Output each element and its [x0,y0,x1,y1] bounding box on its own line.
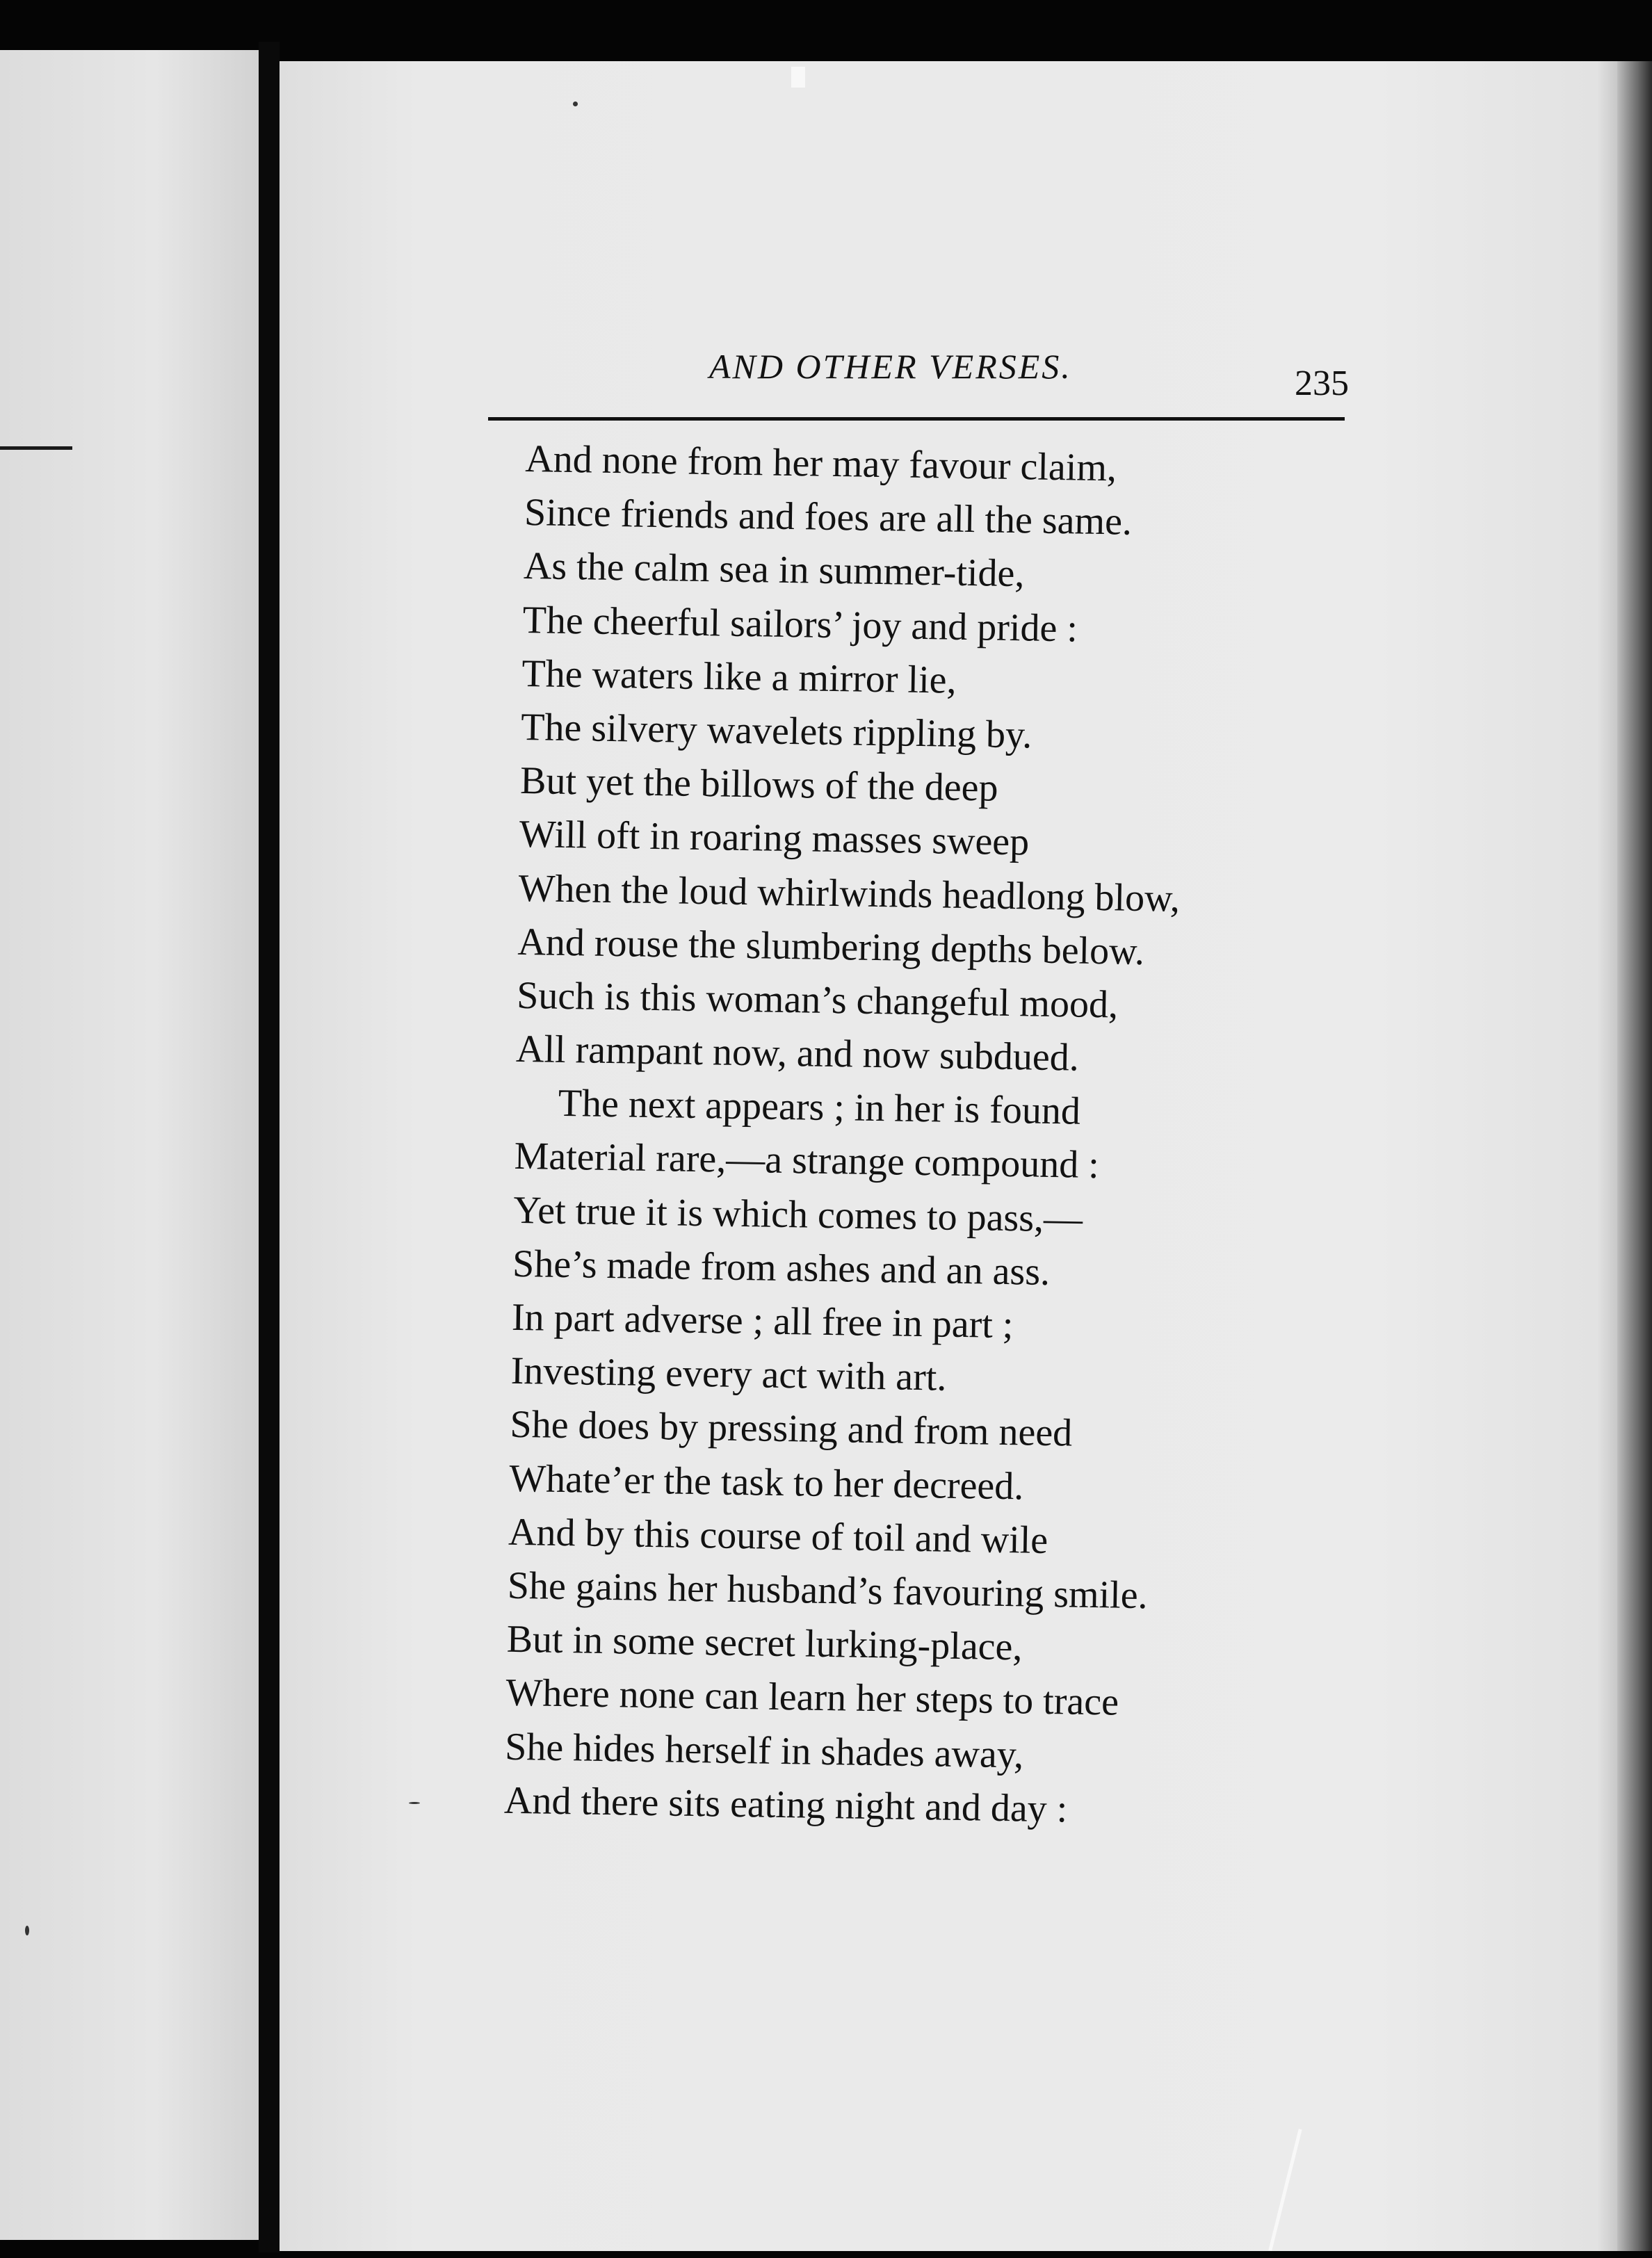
verse-line: Where none can learn her steps to trace [505,1671,1119,1724]
verse-line: But yet the billows of the deep [519,759,998,810]
verse-line: And none from her may favour claim, [524,437,1117,490]
verse-line: Such is this woman’s changeful mood, [516,973,1119,1027]
ink-speck [573,101,578,106]
verse-line: And by this course of toil and wile [508,1510,1048,1562]
verse-line: When the loud whirlwinds headlong blow, [518,866,1181,920]
verse-line: The next appears ; in her is found [558,1082,1081,1133]
verse-line: Whate’er the task to her decreed. [508,1456,1024,1508]
verse-line: Investing every act with art. [510,1349,947,1399]
verse-line: In part adverse ; all free in part ; [511,1295,1014,1347]
left-page-rule [0,446,72,450]
verse-line: She hides herself in shades away, [504,1725,1024,1776]
verse-line: Yet true it is which comes to pass,— [512,1188,1083,1241]
book-gutter [259,42,280,2252]
running-head: AND OTHER VERSES. [709,347,1072,386]
verse-line: She’s made from ashes and an ass. [512,1242,1051,1294]
verse-line: The cheerful sailors’ joy and pride : [522,598,1078,651]
verse-line: All rampant now, and now subdued. [515,1027,1080,1080]
verse-line: As the calm sea in summer-tide, [523,544,1025,596]
verse-line: Since friends and foes are all the same. [524,491,1133,544]
verse-line: She does by pressing and from need [510,1403,1073,1455]
verse-line: The waters like a mirror lie, [521,651,957,702]
header-rule [488,417,1345,421]
page-edge [1617,61,1652,2251]
verse-line: She gains her husband’s favouring smile. [507,1563,1149,1618]
verse-line: And there sits eating night and day : [503,1778,1068,1831]
verse-line: And rouse the slumbering depths below. [517,920,1145,973]
verse-line: Material rare,—a strange compound : [514,1135,1100,1187]
ink-speck [409,1802,420,1804]
left-page [0,50,259,2240]
verse-line: Will oft in roaring masses sweep [519,813,1030,864]
page-number: 235 [1295,364,1349,403]
verse-line: The silvery wavelets rippling by. [520,705,1032,757]
scan-scratch [791,67,805,88]
verse-block [503,432,1360,1864]
verse-line: But in some secret lurking-place, [506,1617,1023,1669]
ink-speck [25,1926,29,1935]
